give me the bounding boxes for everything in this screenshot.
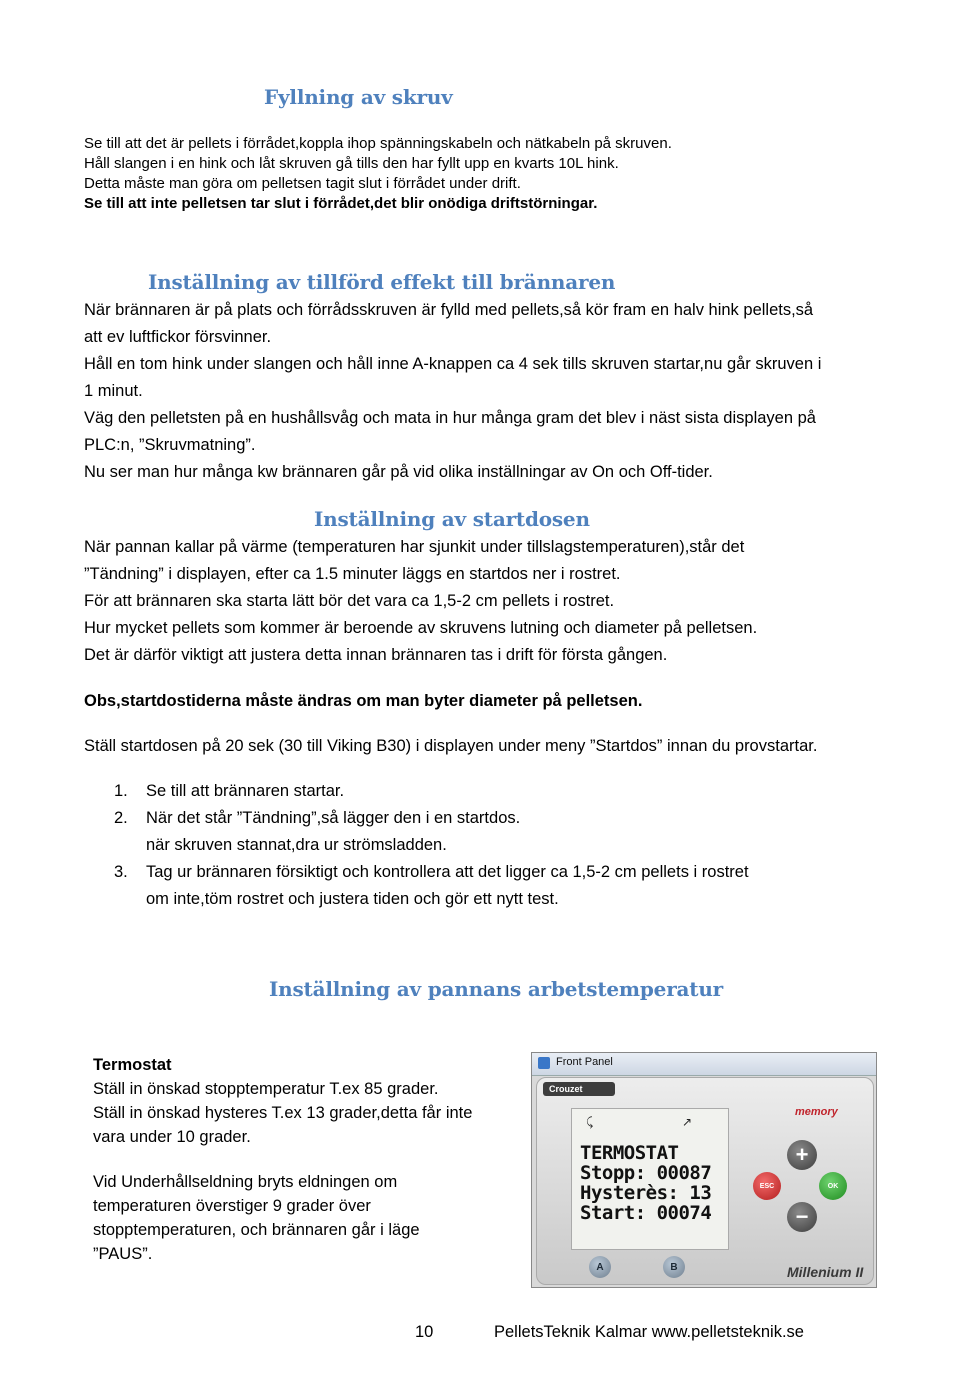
plus-button[interactable]: + (787, 1140, 817, 1170)
termostat-title: Termostat (93, 1056, 172, 1074)
paragraph-line: Vid Underhållseldning bryts eldningen om (93, 1173, 398, 1191)
b-button[interactable]: B (663, 1256, 685, 1278)
obs-note: Obs,startdostiderna måste ändras om man byter diameter på pelletsen. (84, 692, 643, 710)
paragraph-line: PLC:n, ”Skruvmatning”. (84, 436, 256, 454)
list-number: 2. (114, 809, 128, 827)
paragraph-line: Ställ in önskad stopptemperatur T.ex 85 grader. (93, 1080, 439, 1098)
esc-button[interactable]: ESC (753, 1172, 781, 1200)
paragraph-line: att ev luftfickor försvinner. (84, 328, 272, 346)
memory-label: memory (795, 1106, 838, 1118)
list-text: om inte,töm rostret och justera tiden och gör ett nytt test. (146, 890, 559, 908)
paragraph-line: Nu ser man hur många kw brännaren går på vid olika inställningar av On och Off-tider. (84, 463, 713, 481)
paragraph-line: Väg den pelletsten på en hushållsvåg och mata in hur många gram det blev i näst sista displayen på (84, 409, 816, 427)
termostat-block (93, 1053, 472, 1149)
panel-body (536, 1077, 874, 1285)
section3-text (84, 534, 884, 669)
ok-button[interactable]: OK (819, 1172, 847, 1200)
paragraph-line: Hur mycket pellets som kommer är beroende av skruvens lutning och diameter på pelletsen. (84, 619, 758, 637)
paragraph-line: När pannan kallar på värme (temperaturen har sjunkit under tillslagstemperaturen),står det (84, 538, 745, 556)
heading-arbetstemperatur: Inställning av pannans arbetstemperatur (269, 977, 724, 1001)
paragraph-line: 1 minut. (84, 382, 143, 400)
page-number: 10 (415, 1323, 434, 1341)
run-indicator-icon: ⤹ (586, 1115, 594, 1129)
section1-text (84, 134, 884, 214)
app-icon (538, 1057, 550, 1069)
heading-startdosen: Inställning av startdosen (314, 507, 590, 531)
list-item (114, 805, 749, 832)
list-text: när skruven stannat,dra ur strömsladden. (146, 836, 447, 854)
list-text: Tag ur brännaren försiktigt och kontrollera att det ligger ca 1,5-2 cm pellets i rostret (146, 863, 749, 881)
window-titlebar (532, 1053, 876, 1076)
paragraph-line: ”Tändning” i displayen, efter ca 1.5 minuter läggs en startdos ner i rostret. (84, 565, 621, 583)
steps-list (114, 778, 749, 913)
list-item (114, 832, 749, 859)
paragraph-line: Ställ in önskad hysteres T.ex 13 grader,detta får inte (93, 1104, 473, 1122)
list-item (114, 859, 749, 886)
list-text: Se till att brännaren startar. (146, 782, 345, 800)
paragraph-line: Håll slangen i en hink och låt skruven gå tills den har fyllt upp en kvarts 10L hink. (84, 155, 619, 172)
paragraph-line: stopptemperaturen, och brännaren går i läge (93, 1221, 420, 1239)
paragraph-line: Det är därför viktigt att justera detta innan brännaren tas i drift för första gången. (84, 646, 668, 664)
lcd-line: TERMOSTAT (580, 1142, 679, 1164)
window-title: Front Panel (556, 1056, 613, 1068)
heading-tillford-effekt: Inställning av tillförd effekt till brännaren (148, 270, 616, 294)
paragraph-line: För att brännaren ska starta lätt bör det vara ca 1,5-2 cm pellets i rostret. (84, 592, 615, 610)
lcd-line: Hysterès: 13 (580, 1182, 712, 1204)
lcd-display (571, 1108, 729, 1250)
signal-indicator-icon: ↗ (682, 1115, 693, 1129)
list-number: 3. (114, 863, 128, 881)
model-label: Millenium II (787, 1264, 864, 1280)
list-number: 1. (114, 782, 128, 800)
paragraph-line: Detta måste man göra om pelletsen tagit slut i förrådet under drift. (84, 175, 521, 192)
list-text: När det står ”Tändning”,så lägger den i en startdos. (146, 809, 521, 827)
a-button[interactable]: A (589, 1256, 611, 1278)
front-panel-image (531, 1052, 877, 1288)
section2-text (84, 297, 884, 486)
heading-fyllning: Fyllning av skruv (264, 85, 453, 109)
minus-button[interactable]: − (787, 1202, 817, 1232)
footer-text: PelletsTeknik Kalmar www.pelletsteknik.se (494, 1323, 804, 1341)
paragraph-line: temperaturen överstiger 9 grader över (93, 1197, 371, 1215)
lcd-line: Start: 00074 (580, 1202, 712, 1224)
lcd-line: Stopp: 00087 (580, 1162, 712, 1184)
list-item (114, 886, 749, 913)
underhall-block (93, 1170, 420, 1266)
paragraph-line: Håll en tom hink under slangen och håll inne A-knappen ca 4 sek tills skruven startar,nu går skruven i (84, 355, 822, 373)
paragraph-line: Se till att det är pellets i förrådet,koppla ihop spänningskabeln och nätkabeln på skruven. (84, 135, 672, 152)
list-item (114, 778, 749, 805)
startdos-instruction: Ställ startdosen på 20 sek (30 till Viking B30) i displayen under meny ”Startdos” innan du provstartar. (84, 737, 818, 755)
warning-line: Se till att inte pelletsen tar slut i förrådet,det blir onödiga driftstörningar. (84, 195, 598, 212)
lcd-text (580, 1143, 711, 1223)
paragraph-line: vara under 10 grader. (93, 1128, 251, 1146)
brand-logo: Crouzet (543, 1082, 615, 1096)
paragraph-line: När brännaren är på plats och förrådsskruven är fylld med pellets,så kör fram en halv hink pellets,så (84, 301, 814, 319)
paragraph-line: ”PAUS”. (93, 1245, 153, 1263)
